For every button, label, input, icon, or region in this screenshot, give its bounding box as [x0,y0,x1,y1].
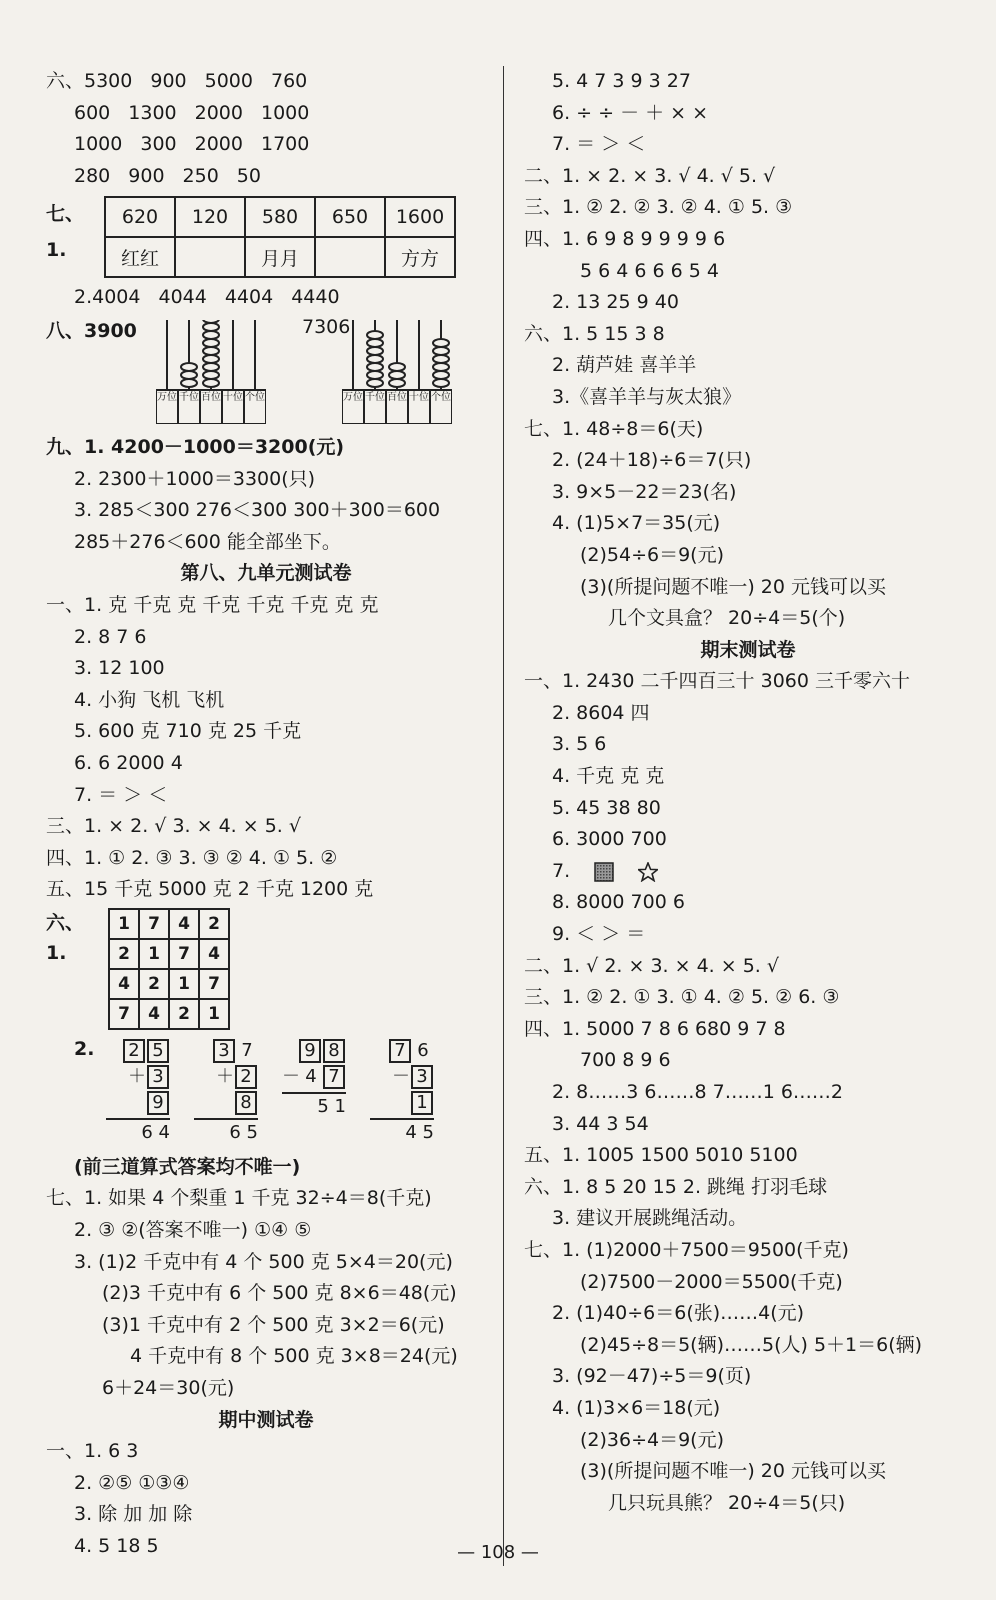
answer-line: 285＋276＜600 能全部坐下。 [74,530,341,553]
answer-line: 9. ＜ ＞ ＝ [552,923,646,946]
square-cell: 7 [139,909,169,939]
answer-line: 4. 小狗 飞机 飞机 [74,688,225,711]
square-cell: 7 [199,969,229,999]
answer-line: 一、1. 2430 二千四百三十 3060 三千零六十 [524,670,910,693]
vertical-equation [194,1038,258,1146]
answer-line: 7. ＝ ＞ ＜ [552,133,646,156]
cell: 1700 [260,133,310,156]
answer-line: 四、1. ① 2. ③ 3. ③ ② 4. ① 5. ② [46,846,338,869]
answer-line: 3. (1)2 千克中有 4 个 500 克 5×4＝20(元) [74,1250,453,1273]
q8-label: 八、3900 [46,319,137,342]
digit-box: 2 [123,1039,145,1063]
section-heading: 期末测试卷 [700,638,796,661]
digit-box: 3 [411,1065,433,1089]
answer-line: 3. 除 加 加 除 [74,1503,193,1526]
digit-box: 7 [323,1065,345,1089]
answer-line: 3. 285＜300 276＜300 300＋300＝600 [74,499,441,522]
answer-line [524,856,972,888]
abacus-label: 万位 [157,391,177,403]
table-cell: 月月 [245,237,315,277]
square-cell: 2 [169,999,199,1029]
cell: 4404 [224,286,274,309]
abacus-label: 千位 [365,391,385,403]
answer-line: 七、1. 如果 4 个梨重 1 千克 32÷4＝8(千克) [46,1187,432,1210]
cell: 760 [270,70,308,92]
cell: 900 [128,164,165,187]
answer-line: (3)1 千克中有 2 个 500 克 3×2＝6(元) [102,1313,445,1336]
digit-box: 7 [389,1039,411,1063]
answer-line: (2)36÷4＝9(元) [580,1428,725,1451]
square-cell: 2 [139,969,169,999]
answer-line: 5. 600 克 710 克 25 千克 [74,720,302,743]
cell: 1000 [74,133,123,156]
digit-box: 8 [235,1091,257,1115]
answer-line: 4. 千克 克 克 [552,765,665,788]
digit-box: 9 [147,1091,169,1115]
answer-line: 2. 13 25 9 40 [552,291,679,314]
answer-line: (2)7500－2000＝5500(千克) [580,1270,843,1293]
abacus-1-labels [156,392,266,403]
answer-line: 2. 葫芦娃 喜羊羊 [552,354,697,377]
vertical-equation [106,1038,170,1146]
answer-line: 三、1. × 2. √ 3. × 4. × 5. √ [46,815,301,838]
abacus-2 [342,320,452,429]
equation-result: 6 4 [106,1118,170,1146]
answer-line: 4. (1)5×7＝35(元) [552,512,721,535]
operator: － [392,1065,410,1087]
table-cell: 620 [105,197,175,237]
answer-line: 8. 8000 700 6 [552,891,685,914]
answer-line [46,161,486,193]
equation-result: 4 5 [370,1118,434,1146]
digit-box: 3 [147,1065,169,1089]
answer-line: 六、1. 5 15 3 8 [524,322,665,345]
answer-line: (3)(所提问题不唯一) 20 元钱可以买 [580,575,886,598]
answer-line: 5 6 4 6 6 6 5 4 [580,259,719,282]
abacus-label: 个位 [245,391,265,403]
answer-line: 几只玩具熊？ 20÷4＝5(只) [608,1491,846,1514]
abacus-1-drawing [156,320,266,424]
table-cell: 650 [315,197,385,237]
answer-line: 六、1. 8 5 20 15 2. 跳绳 打羽毛球 [524,1175,828,1198]
square-cell: 4 [109,969,139,999]
answer-line: 四、1. 6 9 8 9 9 9 9 6 [524,227,726,250]
digit: 6 [417,1039,429,1061]
answer-line: 3.《喜羊羊与灰太狼》 [552,385,742,408]
square-cell: 2 [199,909,229,939]
answer-line: (3)(所提问题不唯一) 20 元钱可以买 [580,1460,886,1483]
equation-result: 6 5 [194,1118,258,1146]
answer-line: 7. ＝ ＞ ＜ [74,783,168,806]
page-number: — 108 — [457,1542,539,1563]
answer-label: 7. [552,859,571,882]
digit-box: 8 [323,1039,345,1063]
cell: 4440 [291,286,340,309]
answer-line: 5. 45 38 80 [552,796,661,819]
vertical-equation [282,1038,346,1146]
q7-row [46,196,486,278]
cell: 2000 [194,133,243,156]
answer-line: 6. ÷ ÷ － ＋ × × [552,101,709,124]
table-cell: 120 [175,197,245,237]
vertical-equations [106,1038,434,1146]
abacus-label: 十位 [223,391,243,403]
cell: 2000 [194,101,243,124]
answer-line: 五、15 千克 5000 克 2 千克 1200 克 [46,878,374,901]
answer-line: (2)45÷8＝5(辆)……5(人) 5＋1＝6(辆) [580,1333,923,1356]
answer-line [46,98,486,130]
abacus-2-labels [342,392,452,403]
answer-line [46,129,486,161]
square-cell: 1 [109,909,139,939]
digit-box: 5 [147,1039,169,1063]
vertical-equation [370,1038,434,1146]
digit-box: 9 [299,1039,321,1063]
abacus-1 [156,320,266,429]
abacus-label: 千位 [179,391,199,403]
answer-line: 2. 8604 四 [552,701,650,724]
equation-result: 5 1 [282,1092,346,1120]
answer-line: (2)54÷6＝9(元) [580,543,725,566]
answer-line: 3. 9×5－22＝23(名) [552,480,737,503]
left-column [46,66,486,1563]
answer-line: 3. 12 100 [74,657,165,680]
right-column [524,66,972,1519]
operator: ＋ [128,1065,146,1087]
answer-line: 2. 8……3 6……8 7……1 6……2 [552,1081,843,1103]
table-cell: 1600 [385,197,455,237]
table-cell [175,237,245,277]
answer-line: 七、1. 48÷8＝6(天) [524,417,704,440]
cell: 280 [74,164,111,187]
section-heading: 第八、九单元测试卷 [180,562,352,585]
q7-table [104,196,456,278]
q7-label: 七、1. [46,203,85,262]
table-cell [315,237,385,277]
abacus-label: 十位 [409,391,429,403]
answer-line: 4. (1)3×6＝18(元) [552,1396,721,1419]
answer-line: 2. 8 7 6 [74,625,147,648]
answer-line: 一、1. 克 千克 克 千克 千克 千克 克 克 [46,593,379,616]
answer-line: 一、1. 6 3 [46,1440,139,1463]
digit: 4 [305,1065,317,1087]
answer-line: 700 8 9 6 [580,1049,671,1072]
square-cell: 4 [199,939,229,969]
s6-2-label: 2. [74,1037,95,1060]
cell: 4044 [158,286,207,309]
shaded-square-icon [594,861,614,881]
column-divider [503,66,504,1566]
cell: 600 [74,101,111,124]
number-square [108,908,230,1030]
answer-line: 几个文具盒？ 20÷4＝5(个) [608,607,846,630]
cell: 50 [236,164,261,187]
answer-line: 3. 建议开展跳绳活动。 [552,1207,748,1230]
answer-line: 6. 3000 700 [552,828,667,851]
square-cell: 2 [109,939,139,969]
abacus-2-drawing [342,320,452,424]
square-cell: 1 [139,939,169,969]
table-cell: 红红 [105,237,175,277]
answer-line: 2. ③ ②(答案不唯一) ①④ ⑤ [74,1219,312,1242]
answer-line: 3. (92－47)÷5＝9(页) [552,1365,752,1388]
cell: 300 [140,133,177,156]
answer-line: 九、1. 4200－1000＝3200(元) [46,435,345,458]
star-icon [638,861,658,881]
answer-line: 5. 4 7 3 9 3 27 [552,70,691,92]
digit: 7 [241,1039,253,1061]
answer-line: 4 千克中有 8 个 500 克 3×8＝24(元) [130,1345,458,1368]
s6-2-row [46,1038,486,1146]
digit-box: 3 [213,1039,235,1063]
answer-line: 3. 44 3 54 [552,1112,649,1135]
cell: 2.4004 [74,286,141,309]
page-number-value: 108 [480,1542,516,1563]
answer-line: 二、1. × 2. × 3. √ 4. √ 5. √ [524,164,776,187]
operator: ＋ [216,1065,234,1087]
answer-line: 五、1. 1005 1500 5010 5100 [524,1144,798,1167]
abacus-label: 百位 [201,391,221,403]
digit-box: 1 [411,1091,433,1115]
operator: － [282,1065,300,1087]
s6-row [46,908,486,1030]
answer-line: 3. 5 6 [552,733,607,756]
table-cell: 方方 [385,237,455,277]
answer-line: 七、1. (1)2000＋7500＝9500(千克) [524,1238,849,1261]
cell: 1300 [128,101,177,124]
abacus-label: 个位 [431,391,451,403]
table-cell: 580 [245,197,315,237]
cell: 900 [150,70,187,92]
cell: 5000 [204,70,253,92]
s6-label: 六、1. [46,911,85,964]
answer-line: 4. 5 18 5 [74,1535,159,1557]
abacus-label: 百位 [387,391,407,403]
square-cell: 1 [169,969,199,999]
section-heading: 期中测试卷 [218,1408,314,1431]
cell: 250 [182,164,219,187]
square-cell: 4 [139,999,169,1029]
answer-line: 2. 2300＋1000＝3300(只) [74,467,316,490]
q8-value-2: 7306 [302,315,351,338]
answer-line: (2)3 千克中有 6 个 500 克 8×6＝48(元) [102,1282,457,1305]
answer-line: 2. (1)40÷6＝6(张)……4(元) [552,1302,805,1325]
answer-line: 三、1. ② 2. ① 3. ① 4. ② 5. ② 6. ③ [524,986,840,1009]
square-cell: 7 [109,999,139,1029]
answer-line: 6. 6 2000 4 [74,751,183,774]
cell: 六、5300 [46,70,133,92]
abacus-label: 万位 [343,391,363,403]
square-cell: 1 [199,999,229,1029]
answer-line: 2. (24＋18)÷6＝7(只) [552,449,752,472]
answer-line [46,66,486,98]
answer-line: 2. ②⑤ ①③④ [74,1471,190,1494]
digit-box: 2 [235,1065,257,1089]
answer-line [46,282,486,314]
q8-abacus-row [46,314,486,432]
answer-line: 6＋24＝30(元) [102,1377,235,1400]
answer-line: 三、1. ② 2. ② 3. ② 4. ① 5. ③ [524,196,793,219]
square-cell: 4 [169,909,199,939]
cell: 1000 [260,101,310,124]
answer-line: 四、1. 5000 7 8 6 680 9 7 8 [524,1017,786,1040]
answer-line: 二、1. √ 2. × 3. × 4. × 5. √ [524,954,779,977]
answer-note: (前三道算式答案均不唯一) [74,1155,301,1178]
square-cell: 7 [169,939,199,969]
